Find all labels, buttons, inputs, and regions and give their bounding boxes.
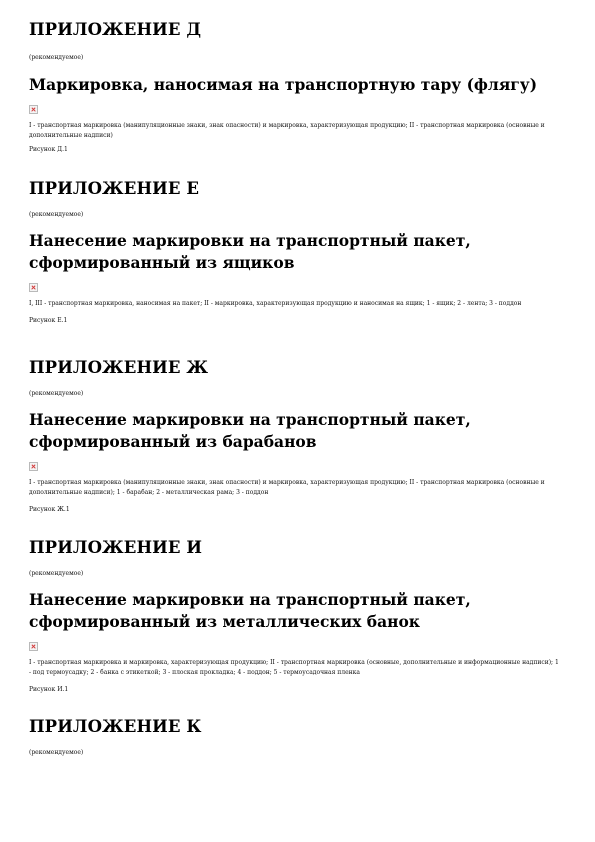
broken-image-icon	[29, 105, 38, 114]
appendix-zh	[29, 358, 559, 514]
appendix-title: ПРИЛОЖЕНИЕ Д	[29, 20, 202, 39]
appendix-title: ПРИЛОЖЕНИЕ И	[29, 538, 203, 557]
section-title: Нанесение маркировки на транспортный пакет, сформированный из металлических банок	[29, 590, 471, 631]
appendix-title: ПРИЛОЖЕНИЕ Е	[29, 179, 200, 198]
appendix-e	[29, 179, 559, 325]
figure-label: Рисунок Ж.1	[29, 506, 70, 513]
figure-caption: I - транспортная маркировка и маркировка, характеризующая продукцию; II - транспортная маркировка (основные, дополнительные и информационные надписи); 1 - под термоусадку; 2 - банка с этикеткой; 3 - плоская прокладка; 4 - поддон; 5 - термоусадочная пленка	[29, 659, 559, 676]
broken-image-icon	[29, 283, 38, 292]
appendix-d	[29, 20, 559, 154]
broken-image-icon	[29, 462, 38, 471]
appendix-title: ПРИЛОЖЕНИЕ Ж	[29, 358, 209, 377]
appendix-note: (рекомендуемое)	[29, 211, 84, 218]
appendix-i	[29, 538, 559, 694]
figure-label: Рисунок Д.1	[29, 146, 68, 153]
figure-label: Рисунок Е.1	[29, 317, 68, 324]
figure-caption: I - транспортная маркировка (манипуляционные знаки, знак опасности) и маркировка, характеризующая продукцию; II - транспортная маркировка (основные и дополнительные надписи); 1 - барабан; 2 - металлическая рама; 3 - поддон	[29, 479, 545, 496]
appendix-note: (рекомендуемое)	[29, 390, 84, 397]
section-title: Маркировка, наносимая на транспортную тару (флягу)	[29, 75, 538, 94]
figure-caption: I, III - транспортная маркировка, наносимая на пакет; II - маркировка, характеризующая продукцию и наносимая на ящик; 1 - ящик; 2 - лента; 3 - поддон	[29, 300, 522, 307]
figure-label: Рисунок И.1	[29, 686, 69, 693]
broken-image-icon	[29, 642, 38, 651]
appendix-note: (рекомендуемое)	[29, 570, 84, 577]
appendix-title: ПРИЛОЖЕНИЕ К	[29, 717, 202, 736]
figure-caption: I - транспортная маркировка (манипуляционные знаки, знак опасности) и маркировка, характеризующая продукцию; II - транспортная маркировка (основные и дополнительные надписи)	[29, 122, 545, 139]
appendix-note: (рекомендуемое)	[29, 54, 84, 61]
appendix-k	[29, 717, 559, 757]
section-title: Нанесение маркировки на транспортный пакет, сформированный из ящиков	[29, 231, 471, 272]
section-title: Нанесение маркировки на транспортный пакет, сформированный из барабанов	[29, 410, 471, 451]
appendix-note: (рекомендуемое)	[29, 749, 84, 756]
